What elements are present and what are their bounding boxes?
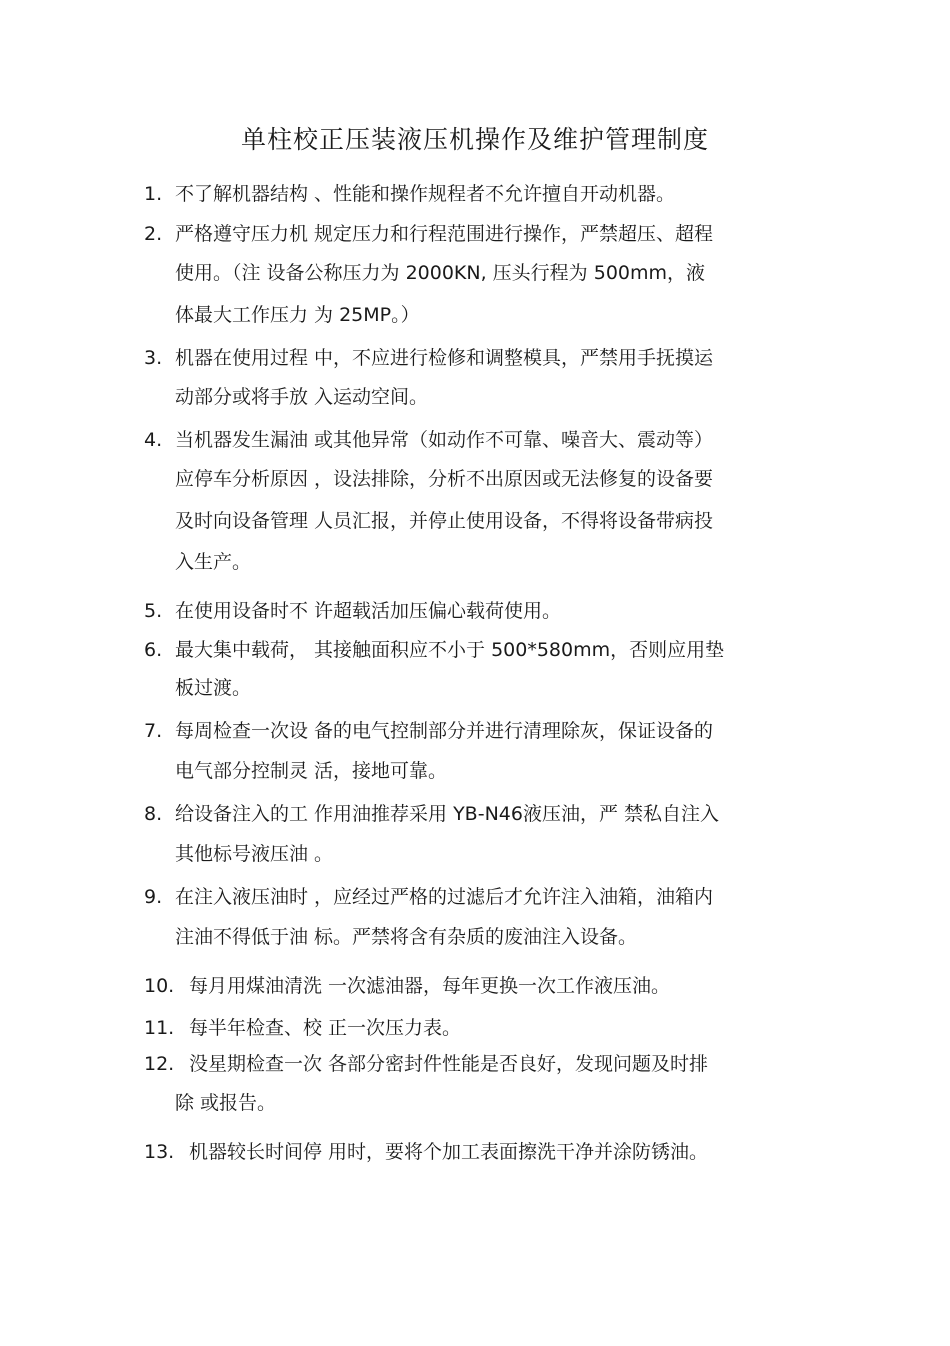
item-text-line: 每月用煤油清洗 一次滤油器，每年更换一次工作液压油。: [189, 975, 671, 997]
item-text-line: 不了解机器结构 、性能和操作规程者不允许擅自开动机器。: [175, 183, 676, 205]
page-title: 单柱校正压装液压机操作及维护管理制度: [240, 125, 709, 154]
item-number: 3.: [144, 347, 163, 369]
item-text-line: 最大集中载荷， 其接触面积应不小于 500*580mm，否则应用垫: [175, 639, 725, 661]
item-number: 4.: [144, 429, 163, 451]
item-text-line: 给设备注入的工 作用油推荐采用 YB-N46液压油，严 禁私自注入: [175, 803, 720, 825]
item-text-line: 入生产。: [175, 551, 252, 573]
item-text-line: 机器较长时间停 用时，要将个加工表面擦洗干净并涂防锈油。: [189, 1141, 709, 1163]
item-number: 1.: [144, 183, 163, 205]
item-text-line: 没星期检查一次 各部分密封件性能是否良好，发现问题及时排: [189, 1053, 709, 1075]
item-number: 7.: [144, 720, 163, 742]
item-number: 2.: [144, 223, 163, 245]
item-number: 10.: [144, 975, 175, 997]
item-text-line: 每半年检查、校 正一次压力表。: [189, 1017, 462, 1039]
item-text-line: 其他标号液压油 。: [175, 843, 334, 865]
item-number: 9.: [144, 886, 163, 908]
item-text-line: 在使用设备时不 许超载活加压偏心载荷使用。: [175, 600, 562, 622]
item-number: 13.: [144, 1141, 175, 1163]
item-text-line: 应停车分析原因 ，设法排除，分析不出原因或无法修复的设备要: [175, 468, 714, 490]
item-number: 5.: [144, 600, 163, 622]
item-text-line: 板过渡。: [175, 677, 252, 699]
item-text-line: 注油不得低于油 标。严禁将含有杂质的废油注入设备。: [175, 926, 638, 948]
item-number: 12.: [144, 1053, 175, 1075]
item-number: 11.: [144, 1017, 175, 1039]
item-text-line: 及时向设备管理 人员汇报，并停止使用设备，不得将设备带病投: [175, 510, 714, 532]
item-text-line: 当机器发生漏油 或其他异常（如动作不可靠、噪音大、震动等）: [175, 429, 714, 451]
item-text-line: 每周检查一次设 备的电气控制部分并进行清理除灰，保证设备的: [175, 720, 714, 742]
item-text-line: 电气部分控制灵 活，接地可靠。: [175, 760, 448, 782]
item-text-line: 体最大工作压力 为 25MP。）: [175, 304, 420, 326]
item-number: 8.: [144, 803, 163, 825]
item-text-line: 严格遵守压力机 规定压力和行程范围进行操作，严禁超压、超程: [175, 223, 714, 245]
item-text-line: 动部分或将手放 入运动空间。: [175, 386, 429, 408]
item-text-line: 在注入液压油时 ，应经过严格的过滤后才允许注入油箱，油箱内: [175, 886, 714, 908]
item-text-line: 机器在使用过程 中，不应进行检修和调整模具，严禁用手抚摸运: [175, 347, 714, 369]
item-number: 6.: [144, 639, 163, 661]
item-text-line: 除 或报告。: [175, 1092, 277, 1114]
item-text-line: 使用。（注 设备公称压力为 2000KN, 压头行程为 500mm，液: [175, 262, 706, 284]
